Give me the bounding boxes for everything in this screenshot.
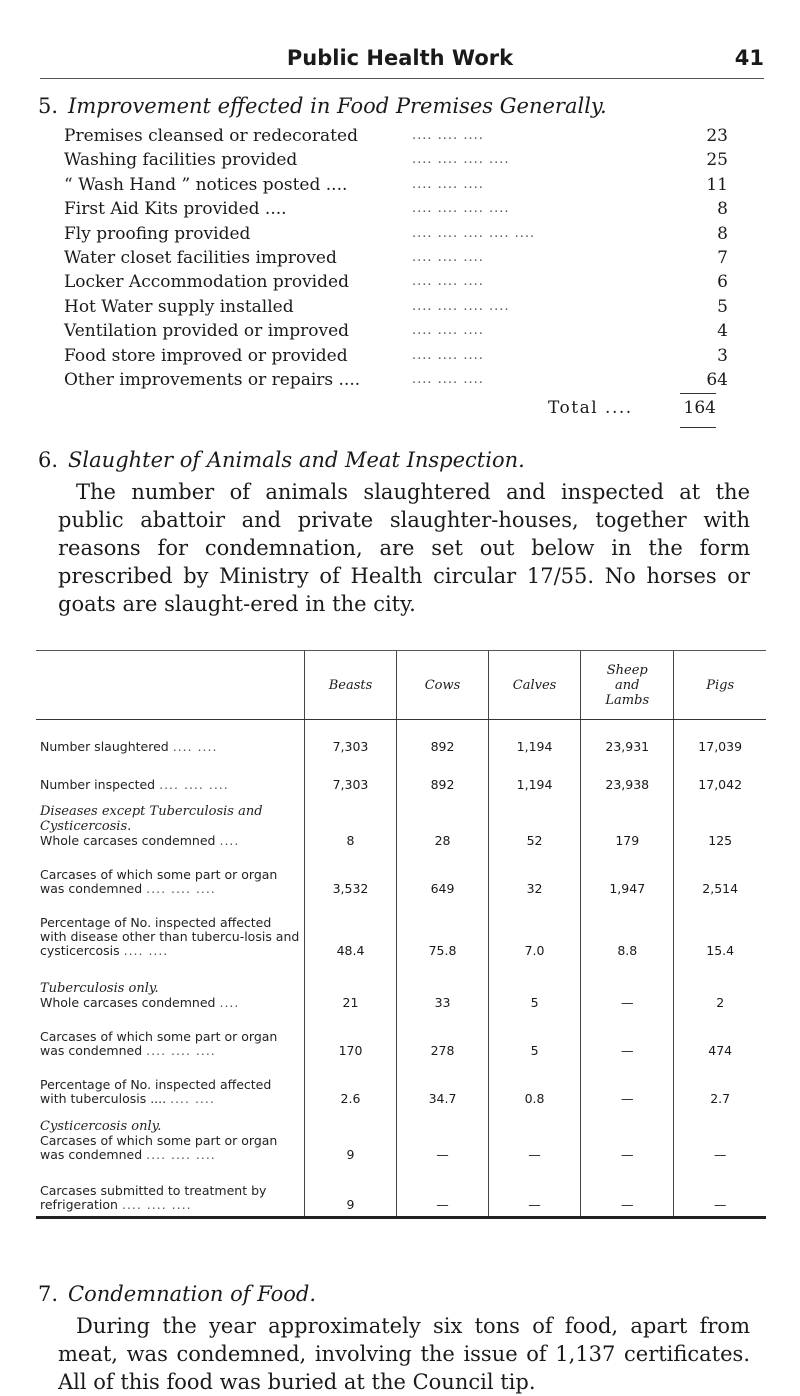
row-label-cell xyxy=(36,1014,304,1062)
table-row xyxy=(36,852,766,900)
item-value: 5 xyxy=(717,296,728,317)
item-value: 25 xyxy=(706,150,728,171)
table-row xyxy=(36,758,766,796)
page-number: 41 xyxy=(734,46,764,70)
item-leader-dots: .... .... .... xyxy=(412,347,484,363)
cell-beasts: 7,303 xyxy=(304,720,396,758)
cell-pigs: 17,039 xyxy=(674,720,766,758)
row-leader-dots: .... .... .... xyxy=(146,880,216,896)
cell-pigs: 15.4 xyxy=(674,900,766,962)
cell-calves: — xyxy=(488,1110,580,1166)
total-rule-top xyxy=(680,393,716,394)
row-label: Whole carcases condemned xyxy=(40,994,216,1010)
item-value: 8 xyxy=(717,223,728,244)
item-value: 3 xyxy=(717,345,728,366)
section-7-paragraph xyxy=(58,1312,750,1396)
row-label-cell xyxy=(36,796,304,852)
row-leader-dots: .... .... xyxy=(123,942,169,958)
cell-beasts: 9 xyxy=(304,1110,396,1166)
item-label: “ Wash Hand ” notices posted .... xyxy=(64,174,348,195)
section-5-title: Improvement effected in Food Premises Generally. xyxy=(68,94,607,118)
item-label: Locker Accommodation provided xyxy=(64,272,349,293)
row-subheading: Cysticercosis only. xyxy=(40,1118,162,1134)
item-label: First Aid Kits provided .... xyxy=(64,199,287,220)
section-7-title: Condemnation of Food. xyxy=(68,1282,317,1306)
item-value: 11 xyxy=(706,174,728,195)
item-label: Premises cleansed or redecorated xyxy=(64,126,358,146)
row-label: Percentage of No. inspected affected with tuberculosis .... xyxy=(40,1076,272,1106)
cell-sheep: — xyxy=(581,962,674,1014)
row-label: Carcases submitted to treatment by refrigeration xyxy=(40,1183,267,1212)
item-leader-dots: .... .... .... xyxy=(412,128,484,143)
row-label-cell xyxy=(36,962,304,1014)
table-row xyxy=(36,1014,766,1062)
row-label-cell xyxy=(36,720,304,758)
item-leader-dots: .... .... .... xyxy=(412,249,484,265)
row-label-cell xyxy=(36,900,304,962)
section-7-number: 7. xyxy=(38,1282,59,1306)
cell-calves: 52 xyxy=(488,796,580,852)
row-label-cell xyxy=(36,1110,304,1166)
cell-pigs: 17,042 xyxy=(674,758,766,796)
cell-calves: 32 xyxy=(488,852,580,900)
section-7-text: During the year approximately six tons of food, apart from meat, was condemned, involving the issue of 1,137 certificates. All of this food was buried at the Council tip. xyxy=(58,1314,750,1394)
item-leader-dots: .... .... .... xyxy=(412,176,484,192)
row-leader-dots: .... .... xyxy=(170,1090,215,1106)
col-header-cows: Cows xyxy=(397,651,489,720)
row-label-cell xyxy=(36,1166,304,1218)
cell-cows: 892 xyxy=(397,720,489,758)
item-label: Washing facilities provided xyxy=(64,150,298,171)
list-item xyxy=(64,148,764,172)
cell-beasts: 21 xyxy=(304,962,396,1014)
cell-cows: 34.7 xyxy=(397,1062,489,1110)
item-value: 64 xyxy=(706,369,728,390)
row-leader-dots: .... .... .... xyxy=(146,1042,216,1058)
section-5-number: 5. xyxy=(38,94,59,118)
item-value: 23 xyxy=(706,126,728,146)
cell-pigs: 474 xyxy=(674,1014,766,1062)
item-value: 6 xyxy=(717,272,728,293)
row-label: Number inspected xyxy=(40,776,156,792)
cell-calves: 1,194 xyxy=(488,758,580,796)
cell-pigs: 2,514 xyxy=(674,852,766,900)
list-item xyxy=(64,270,764,294)
cell-beasts: 3,532 xyxy=(304,852,396,900)
section-7-heading xyxy=(38,1282,316,1306)
item-leader-dots: .... .... .... .... xyxy=(412,152,510,168)
cell-calves: 7.0 xyxy=(488,900,580,962)
table-header-row xyxy=(36,651,766,720)
row-leader-dots: .... xyxy=(219,832,240,848)
cell-sheep: 23,938 xyxy=(581,758,674,796)
cell-pigs: — xyxy=(674,1110,766,1166)
cell-calves: 0.8 xyxy=(488,1062,580,1110)
row-label: Carcases of which some part or organ was condemned xyxy=(40,1132,278,1162)
row-leader-dots: .... xyxy=(219,994,240,1010)
cell-beasts: 8 xyxy=(304,796,396,852)
running-header xyxy=(0,46,800,76)
col-header-beasts: Beasts xyxy=(304,651,396,720)
item-label: Food store improved or provided xyxy=(64,345,348,366)
item-value: 7 xyxy=(717,247,728,268)
item-label: Hot Water supply installed xyxy=(64,296,294,317)
list-item xyxy=(64,368,764,392)
row-leader-dots: .... .... xyxy=(172,738,218,754)
section-6-number: 6. xyxy=(38,448,59,472)
header-blank xyxy=(36,651,304,720)
cell-calves: 5 xyxy=(488,1014,580,1062)
table-row xyxy=(36,1062,766,1110)
list-item xyxy=(64,246,764,270)
meat-inspection-table xyxy=(36,650,766,1219)
total-label: Total .... xyxy=(548,398,633,418)
table-row xyxy=(36,962,766,1014)
total-value: 164 xyxy=(683,398,716,418)
cell-cows: 278 xyxy=(397,1014,489,1062)
table-row xyxy=(36,1110,766,1166)
cell-sheep: — xyxy=(581,1166,674,1218)
section-6-text: The number of animals slaughtered and inspected at the public abattoir and private slaughter-houses, together with reasons for condemnation, are set out below in the form prescribed by Ministry of Health circular 17/55. No horses or goats are slaught-ered in the city. xyxy=(58,480,750,616)
row-subheading: Diseases except Tuberculosis and Cysticercosis. xyxy=(40,803,263,834)
row-leader-dots: .... .... .... xyxy=(146,1146,216,1162)
cell-cows: — xyxy=(397,1166,489,1218)
cell-sheep: 1,947 xyxy=(581,852,674,900)
list-item xyxy=(64,124,764,148)
row-label: Carcases of which some part or organ was condemned xyxy=(40,866,278,896)
item-leader-dots: .... .... .... .... .... xyxy=(412,225,536,241)
item-label: Other improvements or repairs .... xyxy=(64,369,361,390)
item-leader-dots: .... .... .... .... xyxy=(412,298,510,314)
item-leader-dots: .... .... .... xyxy=(412,371,484,387)
list-item xyxy=(64,197,764,221)
list-item xyxy=(64,319,764,343)
list-item xyxy=(64,295,764,319)
cell-sheep: 179 xyxy=(581,796,674,852)
item-label: Water closet facilities improved xyxy=(64,247,337,268)
item-label: Fly proofing provided xyxy=(64,223,251,244)
row-label: Number slaughtered xyxy=(40,738,169,754)
item-value: 8 xyxy=(717,199,728,220)
cell-beasts: 7,303 xyxy=(304,758,396,796)
item-label: Ventilation provided or improved xyxy=(64,321,350,342)
cell-cows: 75.8 xyxy=(397,900,489,962)
row-label-cell xyxy=(36,852,304,900)
cell-pigs: 125 xyxy=(674,796,766,852)
row-label: Whole carcases condemned xyxy=(40,832,216,848)
section-6-paragraph xyxy=(58,478,750,618)
cell-beasts: 170 xyxy=(304,1014,396,1062)
item-leader-dots: .... .... .... xyxy=(412,323,484,339)
cell-calves: 1,194 xyxy=(488,720,580,758)
running-title: Public Health Work xyxy=(286,46,514,70)
cell-pigs: 2 xyxy=(674,962,766,1014)
header-rule xyxy=(40,78,764,79)
table-row xyxy=(36,796,766,852)
cell-sheep: — xyxy=(581,1110,674,1166)
table-row xyxy=(36,1166,766,1218)
cell-sheep: — xyxy=(581,1014,674,1062)
row-label: Carcases of which some part or organ was condemned xyxy=(40,1028,278,1058)
item-leader-dots: .... .... .... .... xyxy=(412,201,510,217)
cell-cows: 649 xyxy=(397,852,489,900)
cell-beasts: 48.4 xyxy=(304,900,396,962)
cell-pigs: — xyxy=(674,1166,766,1218)
section-5-heading xyxy=(38,94,607,118)
table-row xyxy=(36,720,766,758)
item-value: 4 xyxy=(717,321,728,342)
cell-pigs: 2.7 xyxy=(674,1062,766,1110)
row-leader-dots: .... .... .... xyxy=(159,776,229,792)
list-item xyxy=(64,344,764,368)
cell-sheep: 23,931 xyxy=(581,720,674,758)
total-rule-bottom xyxy=(680,427,716,428)
list-item xyxy=(64,222,764,246)
col-header-sheep xyxy=(581,651,674,720)
cell-cows: — xyxy=(397,1110,489,1166)
row-label: Percentage of No. inspected affected with disease other than tubercu-losis and cysticercosis xyxy=(40,914,300,958)
cell-beasts: 9 xyxy=(304,1166,396,1218)
row-leader-dots: .... .... .... xyxy=(121,1197,192,1212)
table-row xyxy=(36,900,766,962)
cell-calves: 5 xyxy=(488,962,580,1014)
row-label-cell xyxy=(36,758,304,796)
cell-beasts: 2.6 xyxy=(304,1062,396,1110)
col-header-calves: Calves xyxy=(488,651,580,720)
row-label-cell xyxy=(36,1062,304,1110)
col-header-sheep-text: Sheep and Lambs xyxy=(605,662,650,708)
section-6-title: Slaughter of Animals and Meat Inspection. xyxy=(68,448,525,472)
cell-cows: 33 xyxy=(397,962,489,1014)
cell-sheep: 8.8 xyxy=(581,900,674,962)
col-header-pigs: Pigs xyxy=(674,651,766,720)
section-6-heading xyxy=(38,448,525,472)
item-leader-dots: .... .... .... xyxy=(412,274,484,290)
cell-calves: — xyxy=(488,1166,580,1218)
improvements-list xyxy=(64,124,764,392)
cell-cows: 892 xyxy=(397,758,489,796)
list-item xyxy=(64,173,764,197)
cell-sheep: — xyxy=(581,1062,674,1110)
cell-cows: 28 xyxy=(397,796,489,852)
row-subheading: Tuberculosis only. xyxy=(40,980,159,996)
